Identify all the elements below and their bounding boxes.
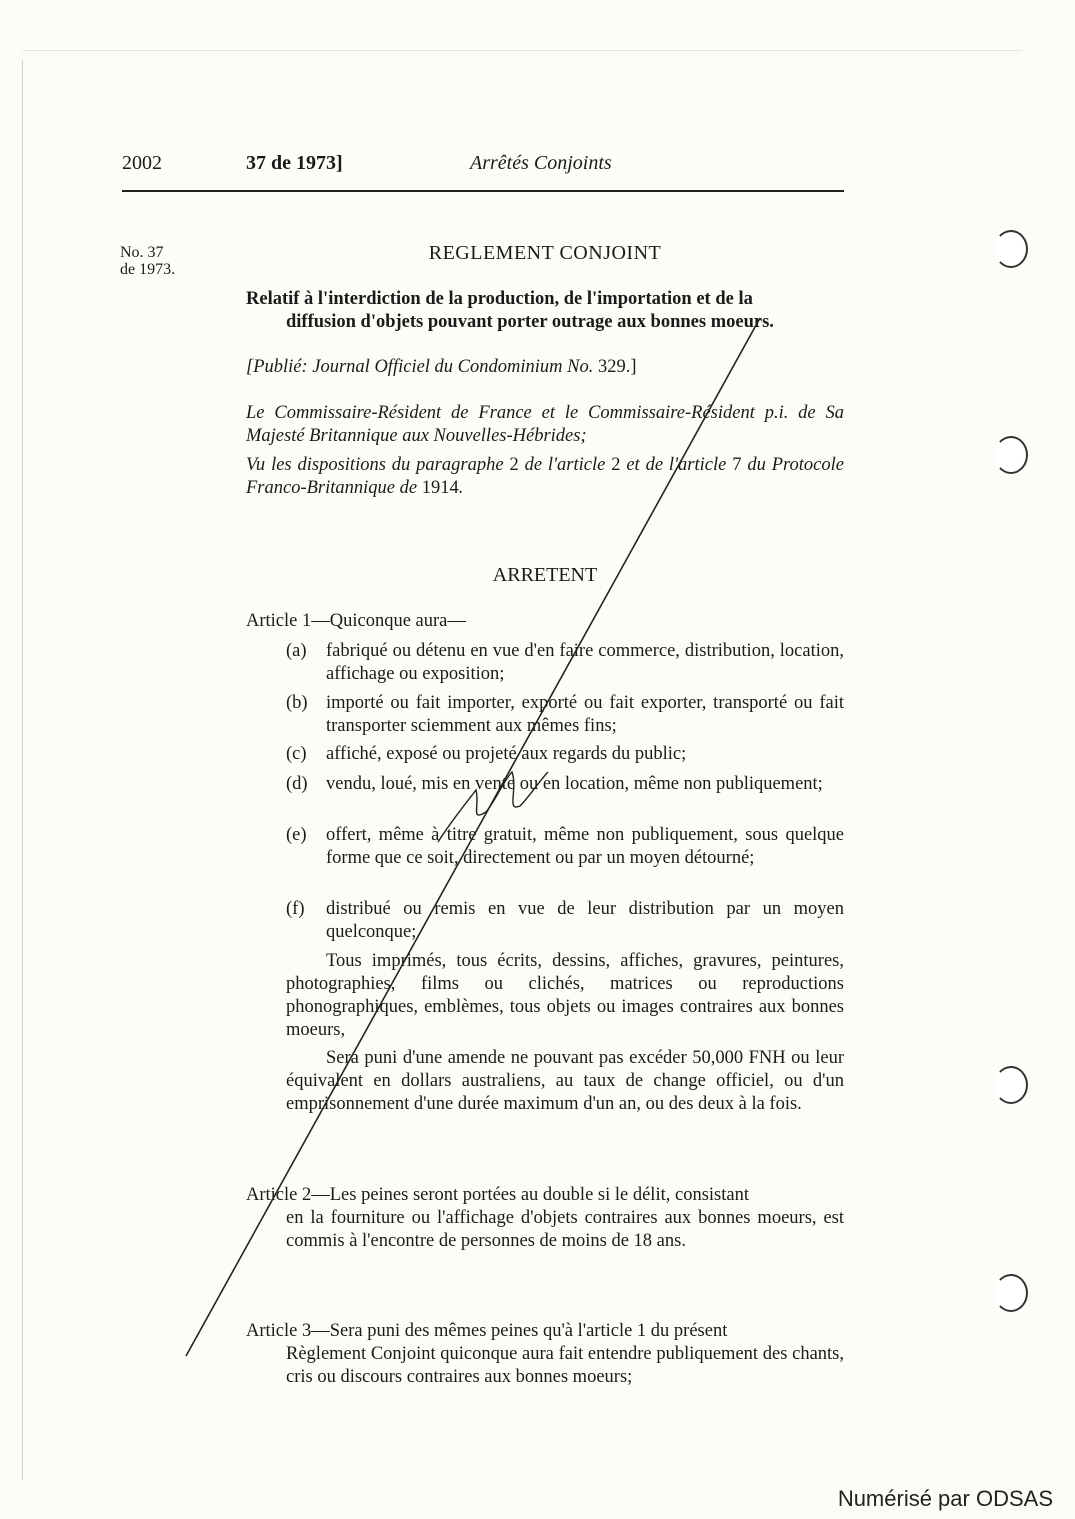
publication-note: [Publié: Journal Officiel du Condominium No. 329.]: [246, 357, 637, 377]
article1-intro: Article 1—Quiconque aura—: [246, 611, 466, 631]
article1-item-d: (d) vendu, loué, mis en vente ou en location, même non publiquement;: [286, 774, 823, 794]
diagonal-strike-line: [186, 318, 760, 1356]
article1-item-c: (c) affiché, exposé ou projeté aux regards du public;: [286, 744, 687, 764]
article1-item-f: (f) distribué ou remis en vue de leur distribution par un moyen quelconque;: [286, 899, 844, 942]
article2-first: Article 2—Les peines seront portées au double si le délit, consistant: [246, 1185, 749, 1205]
article1-penalty: Sera puni d'une amende ne pouvant pas excéder 50,000 FNH ou leur équivalent en dollars australiens, au taux de change officiel, ou d'un emprisonnement d'une durée maximum d'un an, ou des deux à la fois.: [286, 1048, 844, 1114]
margin-note-line2: de 1973.: [120, 261, 176, 278]
article1-item-e: (e) offert, même à titre gratuit, même non publiquement, sous quelque forme que ce soit, directement ou par un moyen détourné;: [286, 825, 844, 868]
article3-first: Article 3—Sera puni des mêmes peines qu'à l'article 1 du présent: [246, 1321, 728, 1341]
arretent-heading: ARRETENT: [492, 564, 598, 586]
margin-note-line1: No. 37: [120, 244, 164, 261]
preamble-vu: Vu les dispositions du paragraphe 2 de l'article 2 et de l'article 7 du Protocole Franco-Britannique de 1914.: [246, 455, 844, 498]
article1-item-b: (b) importé ou fait importer, exporté ou fait exporter, transporté ou fait transporter sciemment aux mêmes fins;: [286, 693, 844, 736]
subtitle-line2: diffusion d'objets pouvant porter outrage aux bonnes moeurs.: [286, 312, 774, 332]
document-title: REGLEMENT CONJOINT: [428, 242, 662, 264]
digitization-watermark: Numérisé par ODSAS: [837, 1486, 1053, 1511]
subtitle-line1: Relatif à l'interdiction de la production, de l'importation et de la: [246, 289, 753, 309]
article1-objects: Tous imprimés, tous écrits, dessins, affiches, gravures, peintures, photographies, films ou clichés, matrices ou reproductions phonographiques, emblèmes, tous objets ou images contraires aux bonnes moeurs,: [286, 951, 844, 1040]
article3-rest: Règlement Conjoint quiconque aura fait entendre publiquement des chants, cris ou discours contraires aux bonnes moeurs;: [286, 1344, 844, 1387]
page-number: 2002: [122, 152, 162, 174]
handwritten-scribble: [438, 772, 548, 842]
preamble-authorities: Le Commissaire-Résident de France et le Commissaire-Résident p.i. de Sa Majesté Britannique aux Nouvelles-Hébrides;: [246, 403, 844, 446]
header-section: Arrêtés Conjoints: [470, 152, 612, 174]
header-reference: 37 de 1973]: [246, 152, 343, 174]
article2-rest: en la fourniture ou l'affichage d'objets contraires aux bonnes moeurs, est commis à l'encontre de personnes de moins de 18 ans.: [286, 1208, 844, 1251]
article1-item-a: (a) fabriqué ou détenu en vue d'en faire commerce, distribution, location, affichage ou exposition;: [286, 641, 844, 684]
